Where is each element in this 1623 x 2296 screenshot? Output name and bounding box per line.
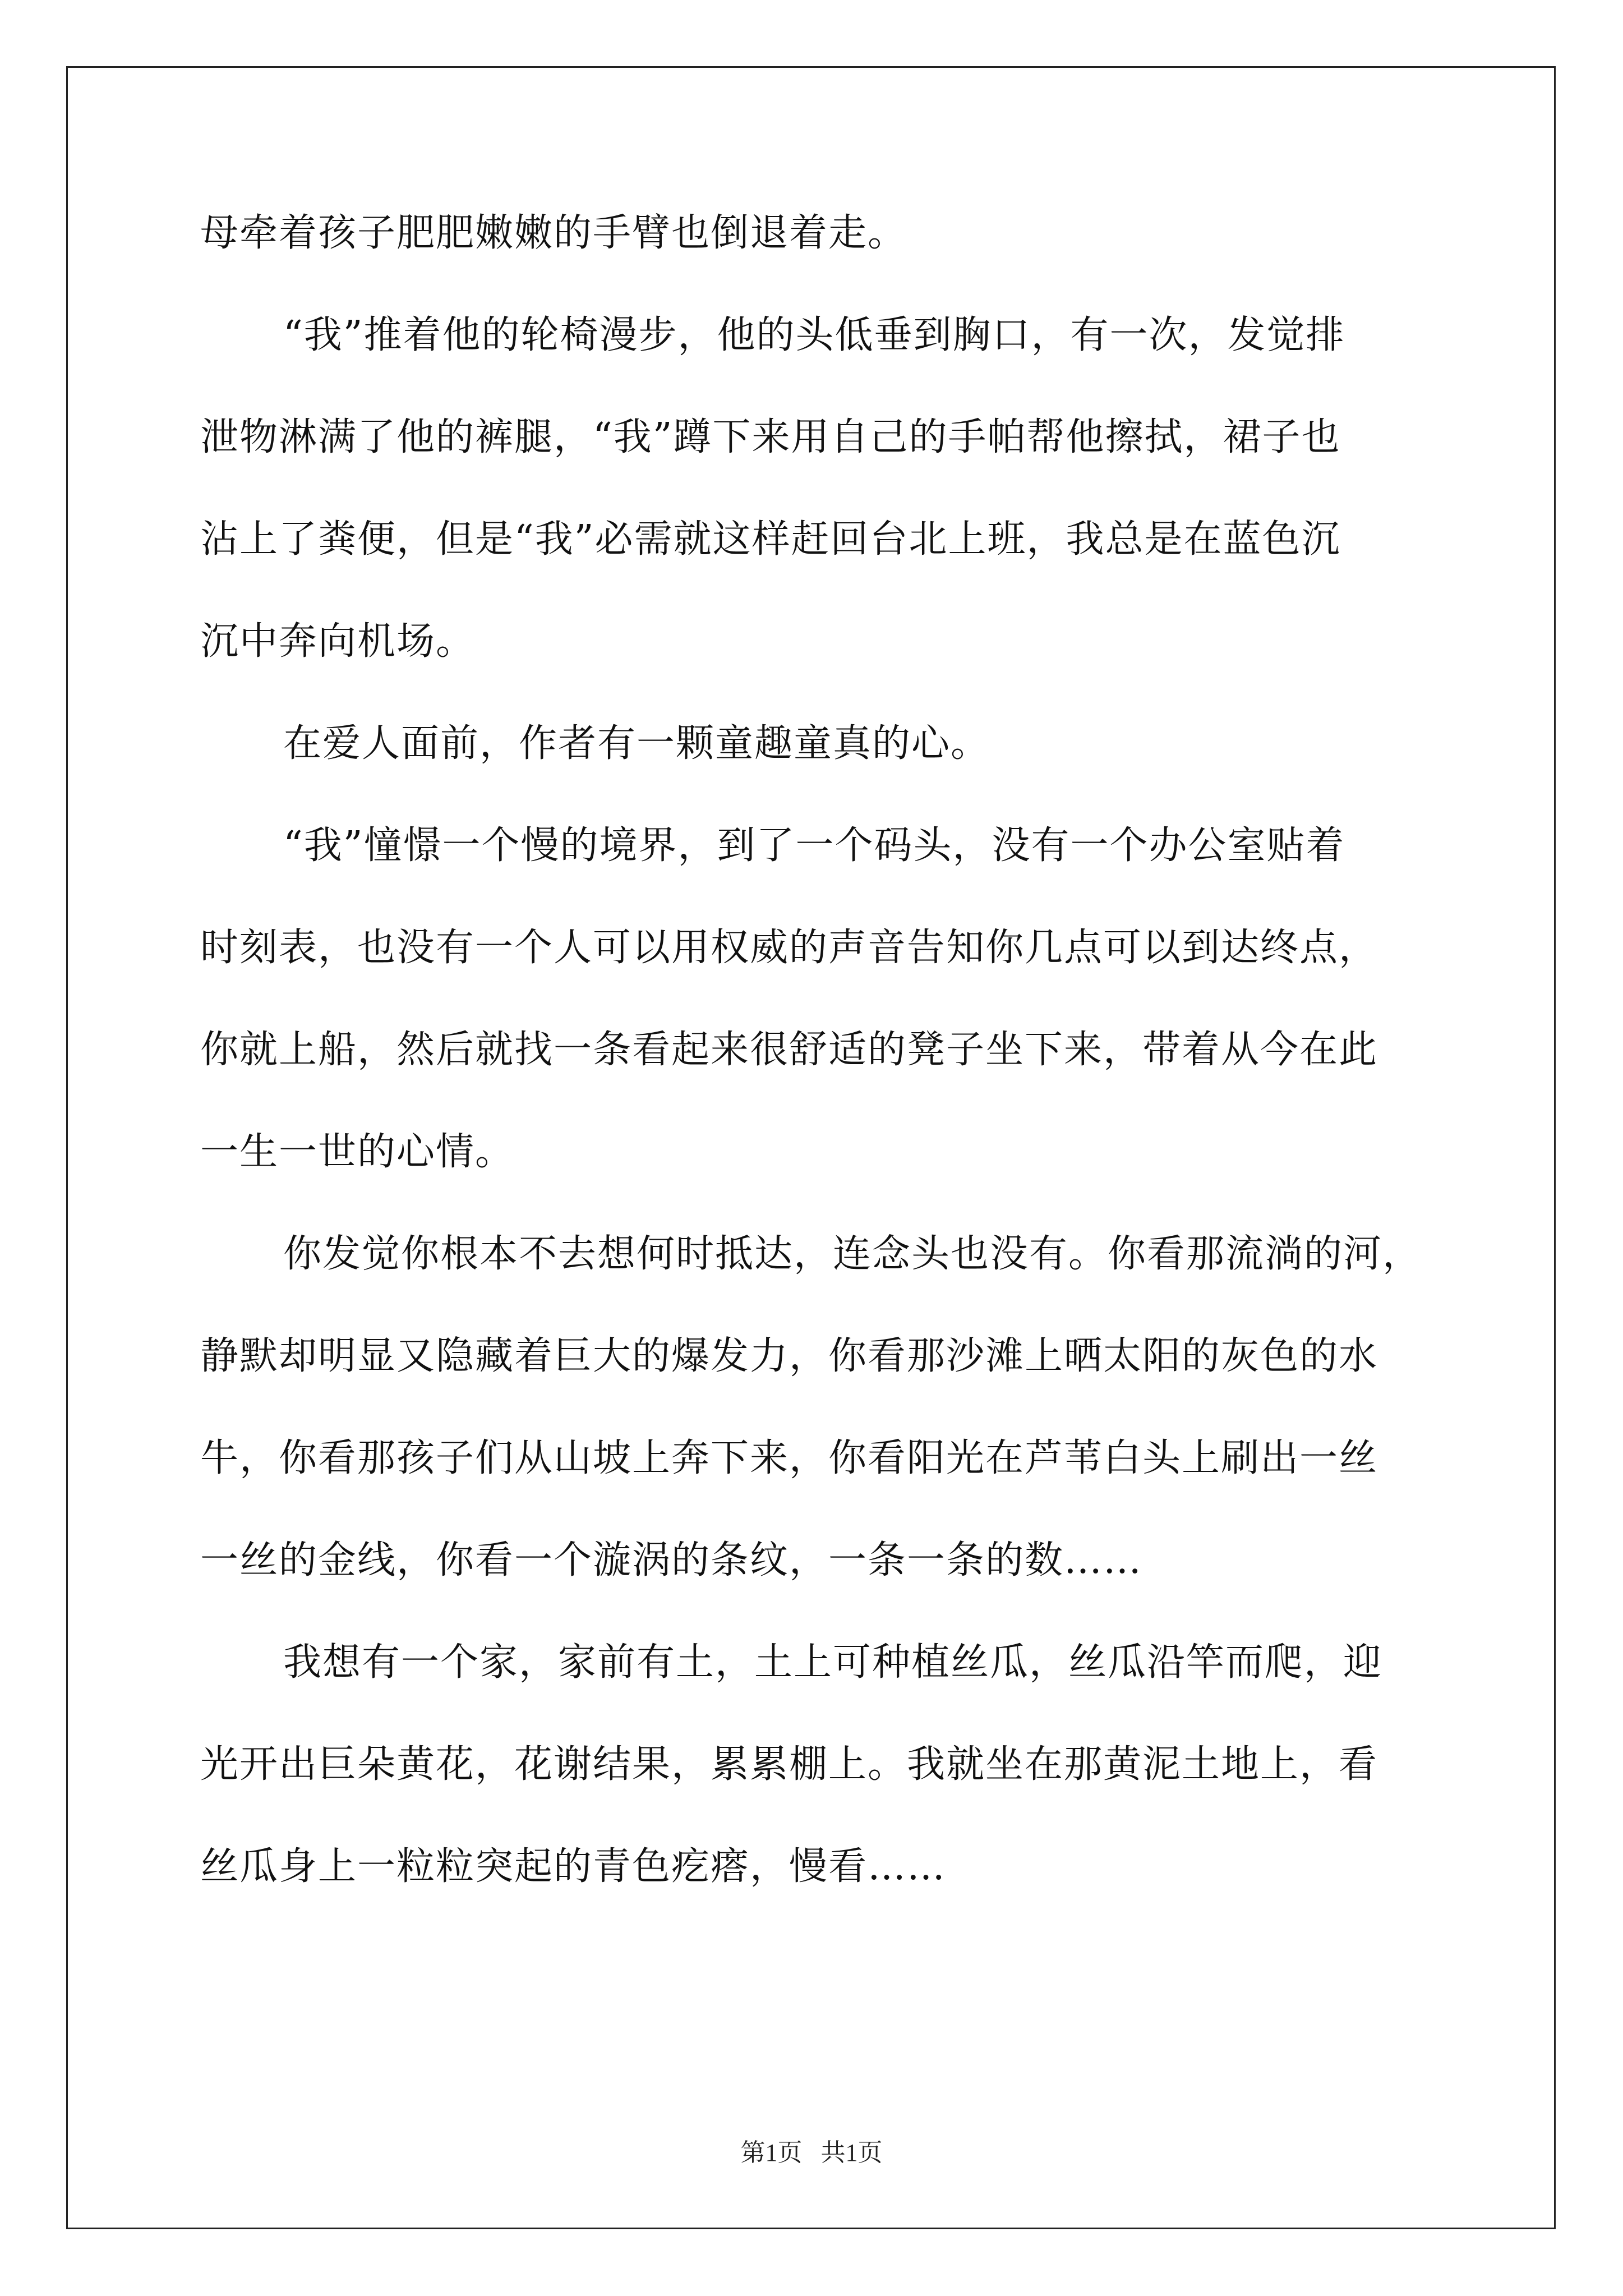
text-line: 泄物淋满了他的裤腿，“我”蹲下来用自己的手帕帮他擦拭，裙子也 bbox=[200, 415, 1341, 459]
text-line: 时刻表，也没有一个人可以用权威的声音告知你几点可以到达终点， bbox=[200, 926, 1378, 970]
text-line: 你就上船，然后就找一条看起来很舒适的凳子坐下来，带着从今在此 bbox=[200, 1028, 1378, 1072]
text-line: 静默却明显又隐藏着巨大的爆发力，你看那沙滩上晒太阳的灰色的水 bbox=[200, 1334, 1378, 1378]
text-line: 沉中奔向机场。 bbox=[200, 619, 476, 664]
page-footer bbox=[0, 2139, 1623, 2166]
text-line: “我”憧憬一个慢的境界，到了一个码头，没有一个办公室贴着 bbox=[283, 823, 1345, 868]
text-line: 一生一世的心情。 bbox=[200, 1130, 515, 1174]
text-line: 光开出巨朵黄花，花谢结果，累累棚上。我就坐在那黄泥土地上，看 bbox=[200, 1742, 1378, 1787]
document-body bbox=[200, 211, 1442, 1950]
text-line: 丝瓜身上一粒粒突起的青色疙瘩，慢看…… bbox=[200, 1844, 947, 1889]
text-line: 在爱人面前，作者有一颗童趣童真的心。 bbox=[283, 721, 990, 766]
text-line: 你发觉你根本不去想何时抵达，连念头也没有。你看那流淌的河， bbox=[283, 1232, 1422, 1276]
page-number-current: 第1页 bbox=[740, 2139, 803, 2166]
text-line: 沾上了粪便，但是“我”必需就这样赶回台北上班，我总是在蓝色沉 bbox=[200, 517, 1341, 562]
page-number-total: 共1页 bbox=[820, 2139, 883, 2166]
text-line: 一丝的金线，你看一个漩涡的条纹，一条一条的数…… bbox=[200, 1538, 1143, 1582]
text-line: 母牵着孩子肥肥嫩嫩的手臂也倒退着走。 bbox=[200, 211, 907, 255]
text-line: “我”推着他的轮椅漫步，他的头低垂到胸口，有一次，发觉排 bbox=[283, 313, 1345, 357]
text-line: 我想有一个家，家前有土，土上可种植丝瓜，丝瓜沿竿而爬，迎 bbox=[283, 1640, 1383, 1685]
text-line: 牛，你看那孩子们从山坡上奔下来，你看阳光在芦苇白头上刷出一丝 bbox=[200, 1436, 1378, 1480]
